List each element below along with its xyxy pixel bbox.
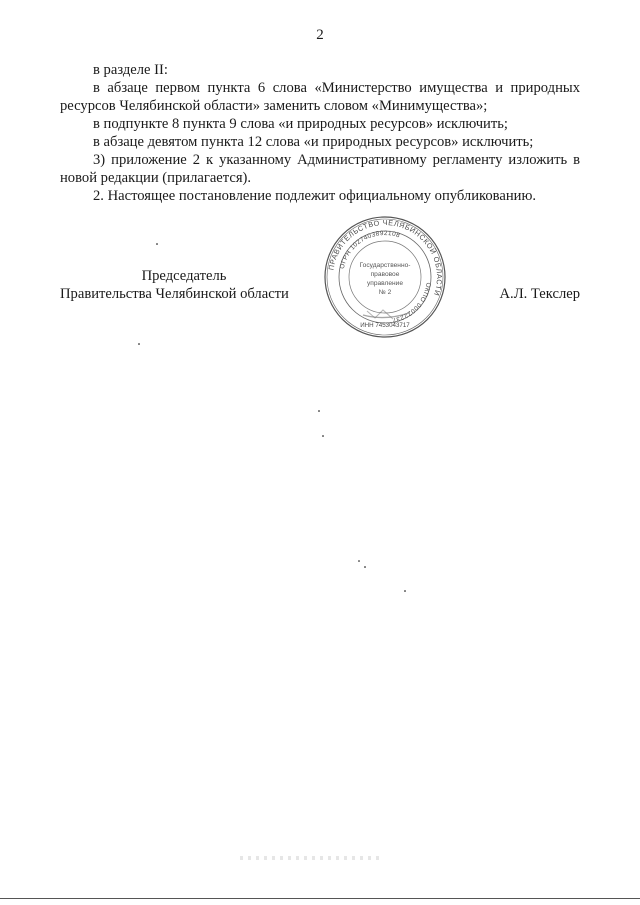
signatory-title — [60, 267, 300, 303]
scan-edge-line — [0, 898, 640, 899]
paragraph: в подпункте 8 пункта 9 слова «и природных ресурсов» исключить; — [93, 116, 508, 132]
seal-okpo-text: ОКПО 00022237 — [391, 281, 432, 324]
paragraph: 3) приложение 2 к указанному Административному регламенту изложить в новой редакции (прилагается). — [60, 152, 580, 186]
paragraph: в абзаце первом пункта 6 слова «Министерство имущества и природных ресурсов Челябинской области» заменить словом «Минимущества»; — [60, 80, 580, 114]
page-number: 2 — [316, 27, 324, 43]
seal-inn-text: ИНН 7453043717 — [360, 322, 410, 329]
seal-center-line4: № 2 — [378, 289, 392, 296]
seal-center-line3: управление — [366, 280, 404, 287]
seal-ogrn-text: ОГРН 1027403892108 — [338, 229, 401, 270]
signatory-title-line2: Правительства Челябинской области — [60, 286, 289, 302]
official-seal — [323, 215, 447, 339]
paragraph: в разделе II: — [93, 62, 168, 78]
paragraph: 2. Настоящее постановление подлежит официальному опубликованию. — [93, 188, 537, 204]
signatory-name: А.Л. Текслер — [499, 286, 580, 302]
seal-center-line2: правовое — [370, 271, 400, 278]
paragraph: в абзаце девятом пункта 12 слова «и природных ресурсов» исключить; — [93, 134, 534, 150]
document-body — [60, 61, 580, 205]
signatory-title-line1: Председатель — [141, 268, 227, 284]
seal-center-line1: Государственно- — [359, 262, 411, 269]
seal-outer-text: ПРАВИТЕЛЬСТВО ЧЕЛЯБИНСКОЙ ОБЛАСТИ — [326, 217, 445, 298]
signature-block — [0, 267, 640, 307]
scan-noise — [240, 856, 380, 860]
